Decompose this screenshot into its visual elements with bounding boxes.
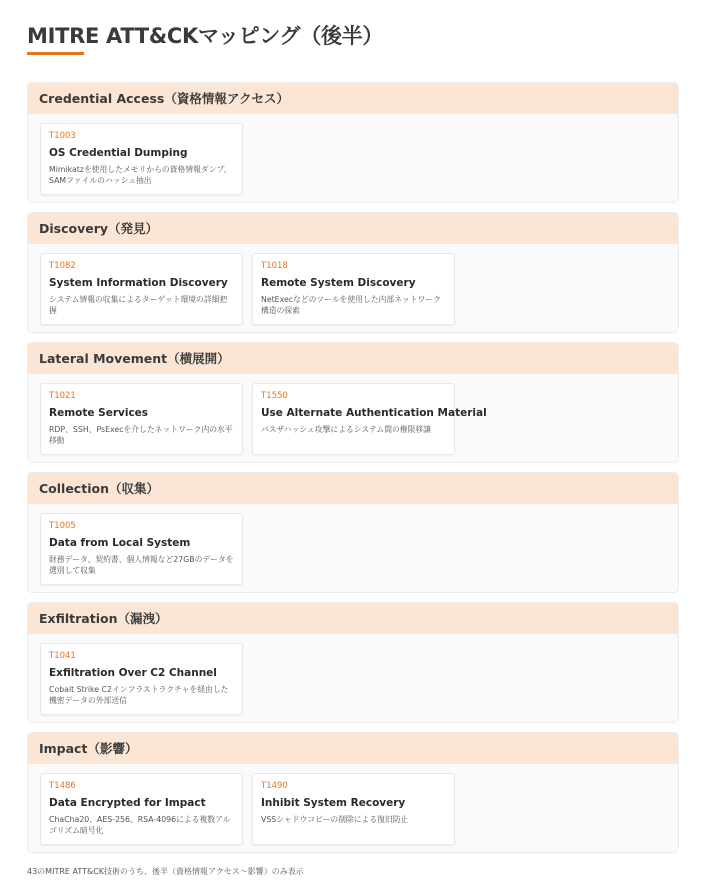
technique-cards xyxy=(28,504,678,585)
tactic-section-credential-access xyxy=(27,82,679,203)
section-title: Discovery（発見） xyxy=(28,213,678,244)
technique-cards xyxy=(28,114,678,195)
technique-description: NetExecなどのツールを使用した内部ネットワーク構造の探索 xyxy=(261,295,441,315)
technique-description: ChaCha20、AES-256、RSA-4096による複数アルゴリズム暗号化 xyxy=(49,815,231,835)
tactic-section-discovery xyxy=(27,212,679,333)
technique-description: システム情報の収集によるターゲット環境の詳細把握 xyxy=(49,295,228,315)
technique-card xyxy=(40,123,243,195)
footnote: 43のMITRE ATT&CK技術のうち、後半（資格情報アクセス〜影響）のみ表示 xyxy=(27,867,304,876)
technique-id: T1490 xyxy=(261,781,288,791)
technique-description: 財務データ、契約書、個人情報など27GBのデータを選別して収集 xyxy=(49,555,234,575)
technique-name: Use Alternate Authentication Material xyxy=(261,407,487,419)
technique-card xyxy=(252,773,455,845)
section-title: Lateral Movement（横展開） xyxy=(28,343,678,374)
technique-name: Inhibit System Recovery xyxy=(261,797,406,809)
technique-card xyxy=(252,383,487,455)
technique-card xyxy=(40,253,243,325)
technique-card xyxy=(252,253,455,325)
technique-name: Data from Local System xyxy=(49,537,191,549)
title-underline xyxy=(27,52,84,55)
technique-id: T1005 xyxy=(49,521,76,531)
technique-name: OS Credential Dumping xyxy=(49,147,188,159)
technique-card xyxy=(40,513,243,585)
section-title: Collection（収集） xyxy=(28,473,678,504)
page-title: MITRE ATT&CKマッピング（後半） xyxy=(27,24,384,48)
technique-card xyxy=(40,773,243,845)
technique-cards xyxy=(28,634,678,715)
technique-name: Data Encrypted for Impact xyxy=(49,797,206,809)
technique-name: Remote System Discovery xyxy=(261,277,416,289)
technique-description: VSSシャドウコピーの削除による復旧防止 xyxy=(261,815,409,824)
technique-id: T1486 xyxy=(49,781,76,791)
section-title: Credential Access（資格情報アクセス） xyxy=(28,83,678,114)
technique-cards xyxy=(28,764,678,845)
technique-card xyxy=(40,383,243,455)
technique-id: T1550 xyxy=(261,391,288,401)
technique-id: T1082 xyxy=(49,261,76,271)
tactic-section-impact xyxy=(27,732,679,853)
technique-id: T1041 xyxy=(49,651,76,661)
tactic-section-lateral-movement xyxy=(27,342,679,463)
tactic-section-exfiltration xyxy=(27,602,679,723)
tactic-sections xyxy=(27,82,679,862)
technique-description: Mimikatzを使用したメモリからの資格情報ダンプ、SAMファイルのハッシュ抽出 xyxy=(49,165,232,185)
technique-description: Cobalt Strike C2インフラストラクチャを経由した機密データの外部送信 xyxy=(49,685,229,705)
technique-name: Exfiltration Over C2 Channel xyxy=(49,667,217,679)
technique-name: Remote Services xyxy=(49,407,149,419)
technique-description: パスザハッシュ攻撃によるシステム間の権限移譲 xyxy=(261,425,431,434)
section-title: Exfiltration（漏洩） xyxy=(28,603,678,634)
technique-cards xyxy=(28,374,678,455)
technique-id: T1021 xyxy=(49,391,76,401)
technique-card xyxy=(40,643,243,715)
technique-description: RDP、SSH、PsExecを介したネットワーク内の水平移動 xyxy=(49,425,233,445)
technique-id: T1003 xyxy=(49,131,76,141)
tactic-section-collection xyxy=(27,472,679,593)
technique-id: T1018 xyxy=(261,261,288,271)
technique-name: System Information Discovery xyxy=(49,277,228,289)
section-title: Impact（影響） xyxy=(28,733,678,764)
technique-cards xyxy=(28,244,678,325)
